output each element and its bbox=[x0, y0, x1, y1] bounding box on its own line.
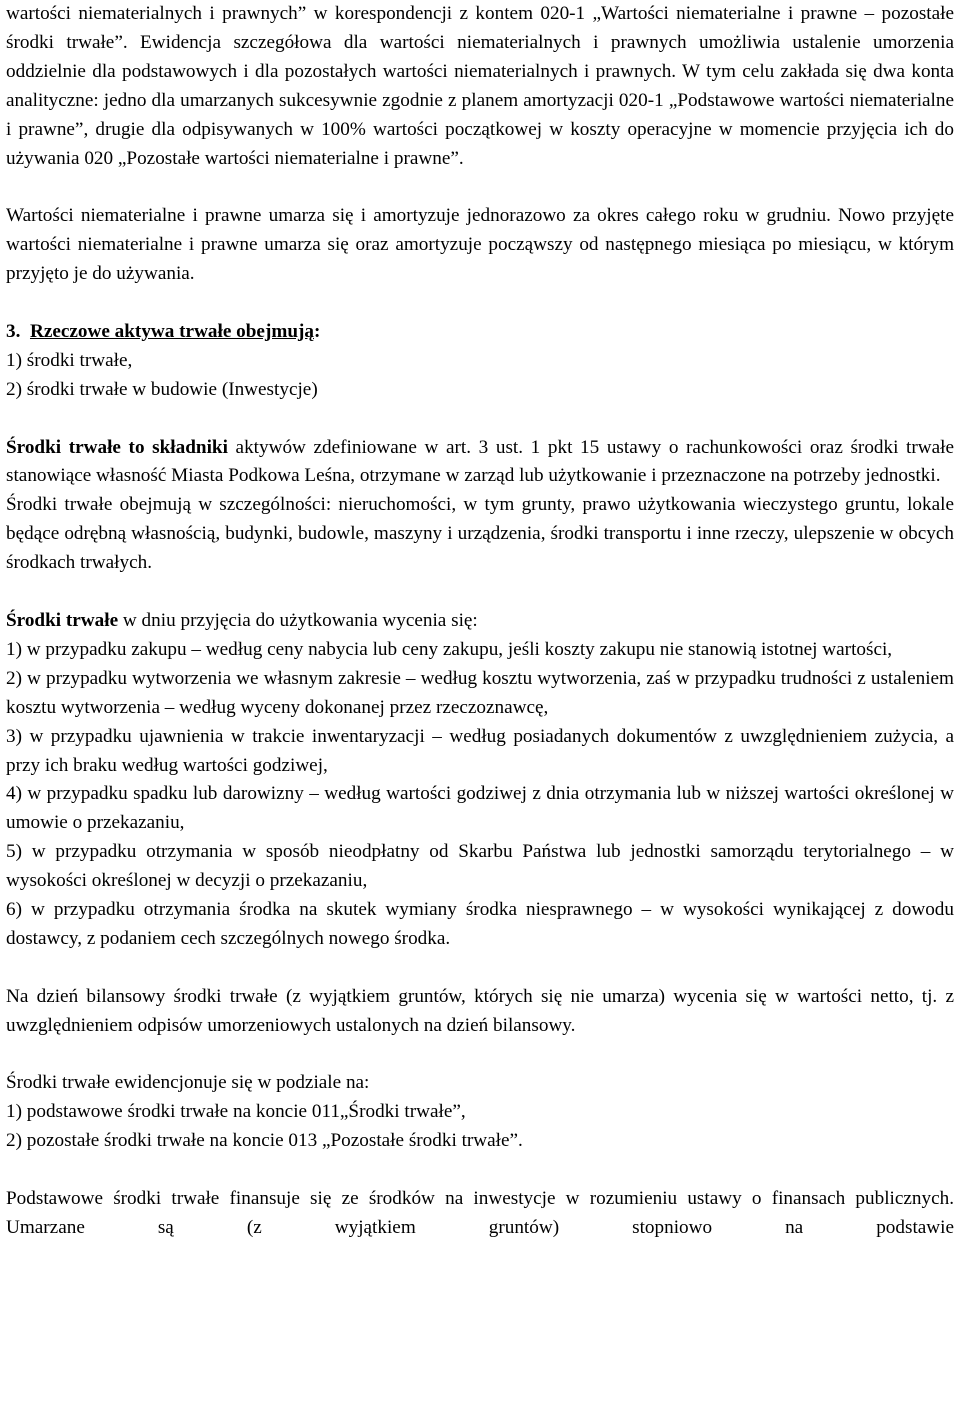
accounts-section bbox=[6, 1069, 954, 1156]
section-3-title: Rzeczowe aktywa trwałe obejmują bbox=[29, 320, 314, 342]
section-3-item-1: 1) środki trwałe, bbox=[6, 349, 133, 371]
section-3-item-2: 2) środki trwałe w budowie (Inwestycje) bbox=[6, 378, 318, 400]
paragraph-intangible-amortization: Wartości niematerialne i prawne umarza się i amortyzuje jednorazowo za okres całego roku w grudniu. Nowo przyjęte wartości niematerialne i prawne umarza się oraz amortyzuje począwszy od następnego miesiąca po miesiącu, w którym przyjęto je do używania. bbox=[6, 205, 954, 285]
valuation-section bbox=[6, 607, 954, 954]
spacer bbox=[6, 1156, 954, 1185]
paragraph-financing bbox=[6, 1185, 954, 1243]
valuation-item-3: 3) w przypadku ujawnienia w trakcie inwentaryzacji – według posiadanych dokumentów z uwzględnieniem zużycia, a przy ich braku według wartości godziwej, bbox=[6, 725, 954, 776]
accounts-intro: Środki trwałe ewidencjonuje się w podziale na: bbox=[6, 1072, 370, 1094]
valuation-item-5: 5) w przypadku otrzymania w sposób nieodpłatny od Skarbu Państwa lub jednostki samorządu terytorialnego – w wysokości określonej w decyzji o przekazaniu, bbox=[6, 841, 954, 892]
valuation-term: Środki trwałe bbox=[6, 609, 119, 631]
valuation-intro bbox=[6, 607, 954, 636]
valuation-item-4: 4) w przypadku spadku lub darowizny – według wartości godziwej z dnia otrzymania lub w niższej wartości określonej w umowie o przekazaniu, bbox=[6, 783, 954, 834]
paragraph-fixed-assets-definition bbox=[6, 434, 954, 492]
section-3-heading bbox=[6, 318, 954, 347]
accounts-item-1: 1) podstawowe środki trwałe na koncie 011„Środki trwałe”, bbox=[6, 1101, 466, 1123]
section-3 bbox=[6, 318, 954, 405]
paragraph-balance-sheet-valuation: Na dzień bilansowy środki trwałe (z wyjątkiem gruntów, których się nie umarza) wycenia się w wartości netto, tj. z uwzględnieniem odpisów umorzeniowych ustalonych na dzień bilansowy. bbox=[6, 985, 954, 1036]
accounts-item-2: 2) pozostałe środki trwałe na koncie 013 „Pozostałe środki trwałe”. bbox=[6, 1130, 523, 1152]
spacer bbox=[6, 578, 954, 607]
spacer bbox=[6, 954, 954, 983]
paragraph-intangible-assets-accounts: wartości niematerialnych i prawnych” w korespondencji z kontem 020-1 „Wartości niematerialne i prawne – pozostałe środki trwałe”. Ewidencja szczegółowa dla wartości niematerialnych i prawnych umożliwia ustalenie umorzenia oddzielnie dla podstawowych i dla pozostałych wartości niematerialnych i prawnych. W tym celu zakłada się dwa konta analityczne: jedno dla umarzanych sukcesywnie zgodnie z planem amortyzacji 020-1 „Podstawowe wartości niematerialne i prawne”, drugie dla odpisywanych w 100% wartości początkowej w koszty operacyjne w momencie przyjęcia ich do używania 020 „Pozostałe wartości niematerialne i prawne”. bbox=[6, 3, 954, 169]
spacer bbox=[6, 289, 954, 318]
document-page bbox=[6, 0, 954, 1243]
financing-text: Podstawowe środki trwałe finansuje się ze środków na inwestycje w rozumieniu ustawy o finansach publicznych. Umarzane są (z wyjątkiem gruntów) stopniowo na podstawie bbox=[6, 1188, 954, 1238]
valuation-item-1: 1) w przypadku zakupu – według ceny nabycia lub ceny zakupu, jeśli koszty zakupu nie stanowią istotnej wartości, bbox=[6, 638, 893, 660]
valuation-item-6: 6) w przypadku otrzymania środka na skutek wymiany środka niesprawnego – w wysokości wynikającej z dowodu dostawcy, z podaniem cech szczególnych nowego środka. bbox=[6, 899, 954, 949]
paragraph-fixed-assets-include: Środki trwałe obejmują w szczególności: nieruchomości, w tym grunty, prawo użytkowania wieczystego gruntu, lokale będące odrębną własnością, budynki, budowle, maszyny i urządzenia, środki transportu i inne rzeczy, ulepszenie w obcych środkach trwałych. bbox=[6, 494, 954, 574]
section-3-colon: : bbox=[313, 320, 321, 342]
fixed-assets-definition-text: aktywów zdefiniowane w art. 3 ust. 1 pkt 15 ustawy o rachunkowości oraz środki trwałe stanowiące własność Miasta Podkowa Leśna, otrzymane w zarząd lub użytkowanie i przeznaczone na potrzeby jednostki. bbox=[6, 436, 954, 487]
spacer bbox=[6, 405, 954, 434]
valuation-intro-text: w dniu przyjęcia do użytkowania wycenia się: bbox=[118, 609, 478, 631]
spacer bbox=[6, 1041, 954, 1070]
spacer bbox=[6, 173, 954, 202]
fixed-assets-definition-term: Środki trwałe to składniki bbox=[6, 436, 228, 458]
section-3-number: 3. bbox=[6, 320, 21, 342]
valuation-item-2: 2) w przypadku wytworzenia we własnym zakresie – według kosztu wytworzenia, zaś w przypadku trudności z ustaleniem kosztu wytworzenia – według wyceny dokonanej przez rzeczoznawcę, bbox=[6, 667, 954, 718]
